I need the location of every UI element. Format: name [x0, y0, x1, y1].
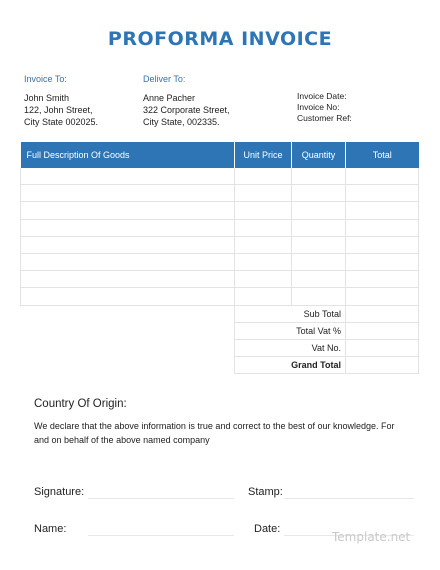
- table-cell[interactable]: [292, 288, 346, 305]
- table-cell[interactable]: [21, 185, 235, 202]
- table-cell[interactable]: [235, 168, 292, 185]
- table-row: [21, 271, 419, 288]
- deliver-to-line: City State, 002335.: [143, 117, 220, 127]
- deliver-to-line: Anne Pacher: [143, 93, 196, 103]
- summary-row: [21, 322, 419, 339]
- stamp-label: Stamp:: [248, 486, 283, 498]
- table-cell[interactable]: [346, 236, 419, 253]
- invoice-to-heading: Invoice To:: [24, 74, 67, 84]
- summary-value[interactable]: [346, 339, 419, 356]
- table-cell[interactable]: [346, 185, 419, 202]
- declaration-text: We declare that the above information is true and correct to the best of our knowledge. For and on behalf of the above named company: [34, 421, 395, 445]
- summary-spacer: [21, 322, 235, 339]
- table-cell[interactable]: [21, 219, 235, 236]
- table-cell[interactable]: [21, 202, 235, 219]
- table-row: [21, 168, 419, 185]
- table-cell[interactable]: [346, 271, 419, 288]
- table-header-row: [21, 142, 419, 168]
- invoice-table: [20, 142, 419, 374]
- invoice-no-label: Invoice No:: [297, 102, 340, 112]
- summary-label: Total Vat %: [235, 322, 346, 339]
- signature-line[interactable]: [88, 498, 234, 499]
- table-cell[interactable]: [235, 288, 292, 305]
- summary-value[interactable]: [346, 322, 419, 339]
- table-cell[interactable]: [292, 236, 346, 253]
- table-cell[interactable]: [292, 253, 346, 270]
- table-cell[interactable]: [292, 219, 346, 236]
- table-cell[interactable]: [235, 253, 292, 270]
- table-cell[interactable]: [21, 168, 235, 185]
- table-cell[interactable]: [21, 236, 235, 253]
- summary-row: [21, 305, 419, 322]
- customer-ref-label: Customer Ref:: [297, 113, 352, 123]
- summary-label: Vat No.: [235, 339, 346, 356]
- table-cell[interactable]: [346, 253, 419, 270]
- summary-value[interactable]: [346, 305, 419, 322]
- table-cell[interactable]: [235, 219, 292, 236]
- name-label: Name:: [34, 523, 67, 535]
- table-cell[interactable]: [21, 271, 235, 288]
- template-watermark: Template.net: [332, 530, 411, 544]
- header-quantity: Quantity: [292, 142, 346, 168]
- table-cell[interactable]: [346, 202, 419, 219]
- summary-label: Grand Total: [235, 357, 346, 374]
- invoice-to-line: John Smith: [24, 93, 70, 103]
- summary-value[interactable]: [346, 357, 419, 374]
- header-description: Full Description Of Goods: [21, 142, 235, 168]
- summary-row: [21, 339, 419, 356]
- deliver-to-line: 322 Corporate Street,: [143, 105, 230, 115]
- table-cell[interactable]: [346, 219, 419, 236]
- header-total: Total: [346, 142, 419, 168]
- summary-row: [21, 357, 419, 374]
- table-cell[interactable]: [292, 202, 346, 219]
- table-row: [21, 202, 419, 219]
- table-row: [21, 236, 419, 253]
- header-unit-price: Unit Price: [235, 142, 292, 168]
- table-cell[interactable]: [292, 185, 346, 202]
- deliver-to-address: [143, 92, 230, 128]
- invoice-to-line: 122, John Street,: [24, 105, 93, 115]
- summary-label: Sub Total: [235, 305, 346, 322]
- invoice-to-address: [24, 92, 98, 128]
- table-cell[interactable]: [21, 288, 235, 305]
- invoice-to-line: City State 002025.: [24, 117, 99, 127]
- table-row: [21, 219, 419, 236]
- table-cell[interactable]: [235, 271, 292, 288]
- table-cell[interactable]: [235, 236, 292, 253]
- stamp-line[interactable]: [284, 498, 414, 499]
- table-cell[interactable]: [346, 288, 419, 305]
- invoice-title: PROFORMA INVOICE: [107, 28, 333, 50]
- summary-spacer: [21, 339, 235, 356]
- table-row: [21, 253, 419, 270]
- table-cell[interactable]: [21, 253, 235, 270]
- signature-label: Signature:: [34, 486, 85, 498]
- table-row: [21, 288, 419, 305]
- date-label: Date:: [254, 523, 281, 535]
- summary-spacer: [21, 357, 235, 374]
- table-cell[interactable]: [235, 202, 292, 219]
- table-cell[interactable]: [292, 168, 346, 185]
- country-of-origin-label: Country Of Origin:: [34, 398, 127, 410]
- table-cell[interactable]: [235, 185, 292, 202]
- summary-spacer: [21, 305, 235, 322]
- invoice-date-label: Invoice Date:: [297, 91, 347, 101]
- name-line[interactable]: [88, 535, 234, 536]
- table-cell[interactable]: [346, 168, 419, 185]
- table-cell[interactable]: [292, 271, 346, 288]
- deliver-to-heading: Deliver To:: [143, 74, 186, 84]
- table-row: [21, 185, 419, 202]
- invoice-meta: [297, 91, 352, 124]
